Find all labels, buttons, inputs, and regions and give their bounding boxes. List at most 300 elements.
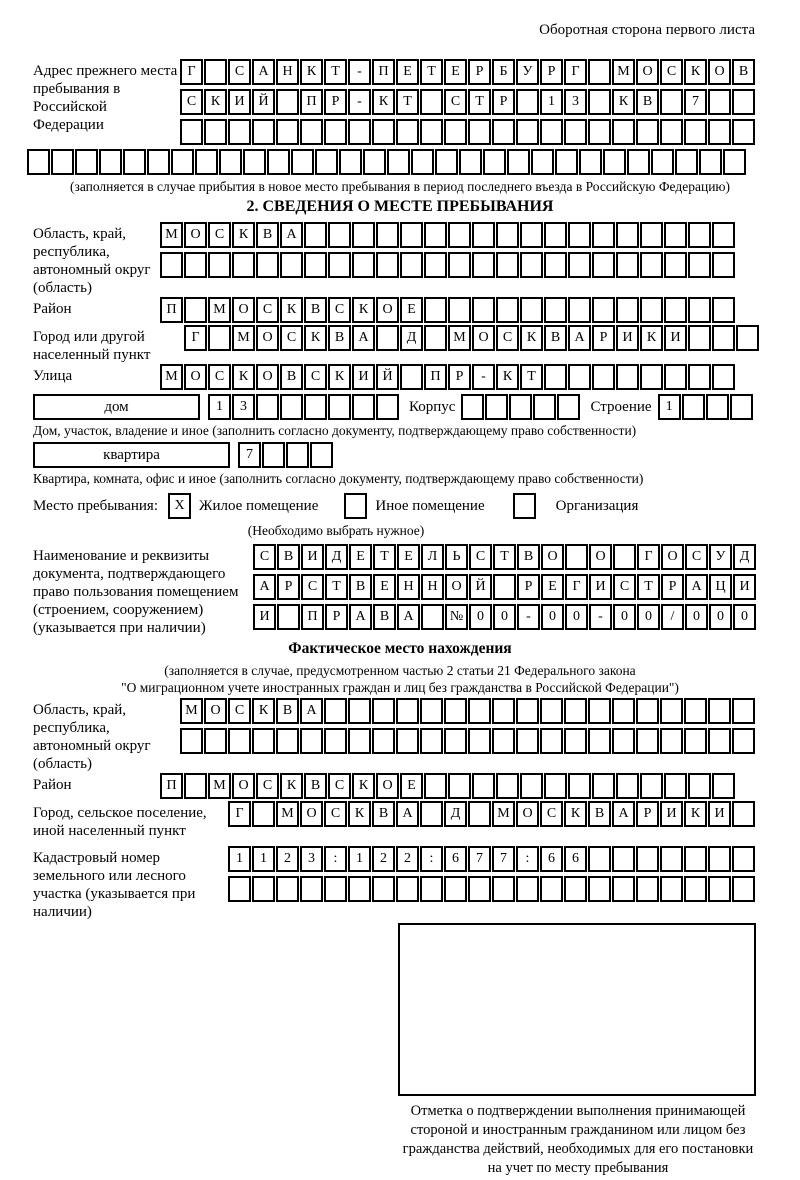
char-cell[interactable]: К <box>300 59 323 85</box>
char-cell[interactable]: - <box>472 364 495 390</box>
char-cell[interactable] <box>612 728 635 754</box>
char-cell[interactable] <box>736 325 759 351</box>
char-cell[interactable] <box>204 119 227 145</box>
char-cell[interactable] <box>468 698 491 724</box>
char-cell[interactable]: 1 <box>348 846 371 872</box>
char-cell[interactable] <box>732 89 755 115</box>
char-cell[interactable]: В <box>304 297 327 323</box>
char-cell[interactable] <box>424 222 447 248</box>
char-cell[interactable] <box>592 222 615 248</box>
char-cell[interactable]: К <box>684 59 707 85</box>
char-cell[interactable] <box>616 773 639 799</box>
char-cell[interactable]: 3 <box>300 846 323 872</box>
char-cell[interactable]: В <box>588 801 611 827</box>
char-cell[interactable]: О <box>541 544 564 570</box>
char-cell[interactable]: А <box>352 325 375 351</box>
char-cell[interactable]: 7 <box>468 846 491 872</box>
char-cell[interactable]: С <box>208 364 231 390</box>
char-cell[interactable]: С <box>301 574 324 600</box>
char-cell[interactable]: С <box>324 801 347 827</box>
char-cell[interactable] <box>708 846 731 872</box>
char-cell[interactable] <box>180 728 203 754</box>
char-cell[interactable]: Е <box>400 773 423 799</box>
char-cell[interactable] <box>420 801 443 827</box>
char-cell[interactable] <box>651 149 674 175</box>
char-cell[interactable] <box>712 325 735 351</box>
char-cell[interactable] <box>531 149 554 175</box>
char-cell[interactable] <box>557 394 580 420</box>
char-cell[interactable]: / <box>661 604 684 630</box>
char-cell[interactable] <box>496 252 519 278</box>
char-cell[interactable] <box>123 149 146 175</box>
char-cell[interactable] <box>184 773 207 799</box>
char-cell[interactable]: Й <box>469 574 492 600</box>
char-cell[interactable]: С <box>328 773 351 799</box>
char-cell[interactable]: 0 <box>637 604 660 630</box>
char-cell[interactable]: Е <box>400 297 423 323</box>
char-cell[interactable]: П <box>160 773 183 799</box>
char-cell[interactable]: М <box>208 297 231 323</box>
char-cell[interactable] <box>496 297 519 323</box>
char-cell[interactable]: К <box>372 89 395 115</box>
char-cell[interactable] <box>444 728 467 754</box>
char-cell[interactable]: С <box>228 698 251 724</box>
char-cell[interactable] <box>27 149 50 175</box>
char-cell[interactable]: Т <box>373 544 396 570</box>
char-cell[interactable]: М <box>160 364 183 390</box>
char-cell[interactable] <box>424 773 447 799</box>
char-cell[interactable]: О <box>300 801 323 827</box>
char-cell[interactable] <box>684 698 707 724</box>
char-cell[interactable] <box>51 149 74 175</box>
char-cell[interactable]: 3 <box>232 394 255 420</box>
char-cell[interactable]: С <box>444 89 467 115</box>
char-cell[interactable] <box>540 119 563 145</box>
char-cell[interactable]: И <box>733 574 756 600</box>
checkbox-other-premises[interactable] <box>344 493 367 519</box>
char-cell[interactable] <box>544 297 567 323</box>
char-cell[interactable]: М <box>612 59 635 85</box>
char-cell[interactable]: А <box>397 604 420 630</box>
char-cell[interactable] <box>732 728 755 754</box>
char-cell[interactable]: И <box>253 604 276 630</box>
char-cell[interactable] <box>424 325 447 351</box>
char-cell[interactable]: С <box>208 222 231 248</box>
char-cell[interactable] <box>544 773 567 799</box>
char-cell[interactable]: В <box>277 544 300 570</box>
char-cell[interactable] <box>387 149 410 175</box>
char-cell[interactable]: М <box>160 222 183 248</box>
char-cell[interactable]: К <box>496 364 519 390</box>
stamp-area[interactable] <box>398 923 756 1096</box>
char-cell[interactable]: П <box>301 604 324 630</box>
char-cell[interactable] <box>252 876 275 902</box>
char-cell[interactable] <box>612 119 635 145</box>
char-cell[interactable] <box>262 442 285 468</box>
char-cell[interactable]: 7 <box>238 442 261 468</box>
char-cell[interactable] <box>730 394 753 420</box>
char-cell[interactable]: И <box>301 544 324 570</box>
char-cell[interactable] <box>540 698 563 724</box>
char-cell[interactable] <box>640 222 663 248</box>
char-cell[interactable] <box>616 222 639 248</box>
char-cell[interactable]: И <box>664 325 687 351</box>
char-cell[interactable] <box>636 846 659 872</box>
char-cell[interactable]: Е <box>397 544 420 570</box>
char-cell[interactable]: О <box>661 544 684 570</box>
char-cell[interactable]: Г <box>228 801 251 827</box>
char-cell[interactable] <box>276 119 299 145</box>
char-cell[interactable]: С <box>685 544 708 570</box>
char-cell[interactable] <box>627 149 650 175</box>
char-cell[interactable]: С <box>496 325 519 351</box>
char-cell[interactable] <box>664 364 687 390</box>
char-cell[interactable] <box>712 364 735 390</box>
char-cell[interactable]: 1 <box>540 89 563 115</box>
char-cell[interactable] <box>592 252 615 278</box>
char-cell[interactable]: Г <box>637 544 660 570</box>
char-cell[interactable] <box>660 728 683 754</box>
char-cell[interactable] <box>699 149 722 175</box>
char-cell[interactable]: 2 <box>396 846 419 872</box>
char-cell[interactable] <box>324 119 347 145</box>
char-cell[interactable] <box>616 297 639 323</box>
char-cell[interactable] <box>636 698 659 724</box>
char-cell[interactable] <box>640 773 663 799</box>
char-cell[interactable] <box>592 364 615 390</box>
char-cell[interactable] <box>492 119 515 145</box>
char-cell[interactable] <box>348 698 371 724</box>
char-cell[interactable]: 1 <box>228 846 251 872</box>
char-cell[interactable]: К <box>352 773 375 799</box>
char-cell[interactable] <box>348 119 371 145</box>
char-cell[interactable] <box>544 252 567 278</box>
char-cell[interactable]: 0 <box>733 604 756 630</box>
char-cell[interactable]: Р <box>448 364 471 390</box>
char-cell[interactable] <box>208 252 231 278</box>
char-cell[interactable]: Р <box>661 574 684 600</box>
char-cell[interactable] <box>640 252 663 278</box>
char-cell[interactable] <box>276 876 299 902</box>
char-cell[interactable] <box>315 149 338 175</box>
char-cell[interactable] <box>564 728 587 754</box>
char-cell[interactable]: О <box>376 773 399 799</box>
char-cell[interactable]: В <box>636 89 659 115</box>
char-cell[interactable]: : <box>420 846 443 872</box>
char-cell[interactable] <box>459 149 482 175</box>
char-cell[interactable] <box>568 252 591 278</box>
char-cell[interactable]: С <box>256 773 279 799</box>
char-cell[interactable] <box>286 442 309 468</box>
char-cell[interactable] <box>195 149 218 175</box>
char-cell[interactable]: К <box>684 801 707 827</box>
char-cell[interactable] <box>339 149 362 175</box>
char-cell[interactable] <box>664 773 687 799</box>
char-cell[interactable] <box>708 89 731 115</box>
char-cell[interactable] <box>706 394 729 420</box>
char-cell[interactable] <box>444 876 467 902</box>
char-cell[interactable] <box>376 222 399 248</box>
char-cell[interactable]: - <box>589 604 612 630</box>
char-cell[interactable]: Т <box>493 544 516 570</box>
char-cell[interactable] <box>684 846 707 872</box>
char-cell[interactable] <box>310 442 333 468</box>
char-cell[interactable] <box>516 119 539 145</box>
char-cell[interactable]: И <box>589 574 612 600</box>
char-cell[interactable] <box>588 846 611 872</box>
char-cell[interactable] <box>472 252 495 278</box>
char-cell[interactable]: О <box>636 59 659 85</box>
char-cell[interactable]: О <box>589 544 612 570</box>
char-cell[interactable] <box>684 119 707 145</box>
char-cell[interactable]: О <box>184 222 207 248</box>
char-cell[interactable]: 6 <box>540 846 563 872</box>
char-cell[interactable] <box>300 876 323 902</box>
char-cell[interactable] <box>348 876 371 902</box>
char-cell[interactable] <box>328 222 351 248</box>
char-cell[interactable] <box>396 698 419 724</box>
char-cell[interactable] <box>603 149 626 175</box>
char-cell[interactable]: И <box>660 801 683 827</box>
char-cell[interactable]: М <box>208 773 231 799</box>
char-cell[interactable]: У <box>516 59 539 85</box>
char-cell[interactable] <box>485 394 508 420</box>
char-cell[interactable]: : <box>324 846 347 872</box>
char-cell[interactable] <box>204 59 227 85</box>
char-cell[interactable]: В <box>373 604 396 630</box>
char-cell[interactable]: Е <box>396 59 419 85</box>
char-cell[interactable] <box>420 89 443 115</box>
char-cell[interactable]: 7 <box>492 846 515 872</box>
char-cell[interactable]: С <box>253 544 276 570</box>
char-cell[interactable]: К <box>348 801 371 827</box>
char-cell[interactable]: М <box>448 325 471 351</box>
char-cell[interactable] <box>208 325 231 351</box>
char-cell[interactable] <box>516 728 539 754</box>
char-cell[interactable] <box>304 252 327 278</box>
char-cell[interactable]: Н <box>276 59 299 85</box>
char-cell[interactable] <box>352 222 375 248</box>
char-cell[interactable] <box>712 252 735 278</box>
char-cell[interactable] <box>684 876 707 902</box>
char-cell[interactable] <box>612 876 635 902</box>
char-cell[interactable] <box>588 59 611 85</box>
char-cell[interactable]: Г <box>184 325 207 351</box>
char-cell[interactable]: Р <box>325 604 348 630</box>
char-cell[interactable] <box>324 876 347 902</box>
char-cell[interactable] <box>708 119 731 145</box>
char-cell[interactable]: О <box>256 325 279 351</box>
char-cell[interactable]: А <box>685 574 708 600</box>
char-cell[interactable] <box>564 119 587 145</box>
char-cell[interactable]: С <box>613 574 636 600</box>
char-cell[interactable] <box>588 876 611 902</box>
char-cell[interactable] <box>376 394 399 420</box>
char-cell[interactable]: 1 <box>658 394 681 420</box>
char-cell[interactable] <box>372 728 395 754</box>
char-cell[interactable]: Е <box>373 574 396 600</box>
char-cell[interactable] <box>660 119 683 145</box>
char-cell[interactable] <box>712 773 735 799</box>
char-cell[interactable]: 7 <box>684 89 707 115</box>
char-cell[interactable] <box>664 252 687 278</box>
char-cell[interactable] <box>568 297 591 323</box>
char-cell[interactable] <box>636 876 659 902</box>
char-cell[interactable]: А <box>252 59 275 85</box>
char-cell[interactable] <box>664 297 687 323</box>
char-cell[interactable] <box>636 119 659 145</box>
char-cell[interactable]: К <box>520 325 543 351</box>
char-cell[interactable]: К <box>564 801 587 827</box>
char-cell[interactable] <box>376 252 399 278</box>
char-cell[interactable]: О <box>184 364 207 390</box>
char-cell[interactable]: С <box>328 297 351 323</box>
char-cell[interactable] <box>708 698 731 724</box>
char-cell[interactable] <box>324 698 347 724</box>
char-cell[interactable] <box>732 846 755 872</box>
char-cell[interactable] <box>348 728 371 754</box>
char-cell[interactable]: 1 <box>252 846 275 872</box>
char-cell[interactable]: 6 <box>444 846 467 872</box>
char-cell[interactable]: Б <box>492 59 515 85</box>
char-cell[interactable]: 0 <box>565 604 588 630</box>
char-cell[interactable]: К <box>352 297 375 323</box>
char-cell[interactable] <box>565 544 588 570</box>
char-cell[interactable] <box>732 698 755 724</box>
char-cell[interactable]: : <box>516 846 539 872</box>
char-cell[interactable]: - <box>348 89 371 115</box>
char-cell[interactable]: Ь <box>445 544 468 570</box>
char-cell[interactable] <box>396 728 419 754</box>
char-cell[interactable] <box>396 876 419 902</box>
char-cell[interactable]: Н <box>397 574 420 600</box>
char-cell[interactable]: С <box>540 801 563 827</box>
char-cell[interactable] <box>660 698 683 724</box>
char-cell[interactable] <box>688 325 711 351</box>
char-cell[interactable] <box>291 149 314 175</box>
char-cell[interactable] <box>732 119 755 145</box>
char-cell[interactable] <box>232 252 255 278</box>
char-cell[interactable] <box>544 222 567 248</box>
char-cell[interactable] <box>688 364 711 390</box>
char-cell[interactable] <box>267 149 290 175</box>
char-cell[interactable] <box>256 252 279 278</box>
char-cell[interactable] <box>688 222 711 248</box>
char-cell[interactable] <box>564 876 587 902</box>
char-cell[interactable] <box>544 364 567 390</box>
char-cell[interactable] <box>420 119 443 145</box>
char-cell[interactable]: К <box>280 773 303 799</box>
char-cell[interactable] <box>507 149 530 175</box>
char-cell[interactable] <box>568 222 591 248</box>
apartment-box[interactable]: квартира <box>33 442 230 468</box>
char-cell[interactable] <box>613 544 636 570</box>
char-cell[interactable] <box>660 876 683 902</box>
char-cell[interactable] <box>520 773 543 799</box>
char-cell[interactable]: Л <box>421 544 444 570</box>
char-cell[interactable]: Е <box>541 574 564 600</box>
char-cell[interactable] <box>448 297 471 323</box>
char-cell[interactable]: В <box>544 325 567 351</box>
char-cell[interactable] <box>688 773 711 799</box>
char-cell[interactable] <box>396 119 419 145</box>
char-cell[interactable]: И <box>228 89 251 115</box>
char-cell[interactable] <box>675 149 698 175</box>
char-cell[interactable] <box>461 394 484 420</box>
char-cell[interactable]: Е <box>444 59 467 85</box>
char-cell[interactable] <box>660 846 683 872</box>
char-cell[interactable] <box>420 698 443 724</box>
char-cell[interactable] <box>204 728 227 754</box>
char-cell[interactable] <box>420 876 443 902</box>
char-cell[interactable]: О <box>376 297 399 323</box>
char-cell[interactable] <box>712 297 735 323</box>
char-cell[interactable] <box>660 89 683 115</box>
char-cell[interactable] <box>228 119 251 145</box>
char-cell[interactable] <box>588 89 611 115</box>
char-cell[interactable]: К <box>328 364 351 390</box>
char-cell[interactable]: С <box>256 297 279 323</box>
char-cell[interactable] <box>468 119 491 145</box>
char-cell[interactable]: Г <box>564 59 587 85</box>
char-cell[interactable] <box>509 394 532 420</box>
char-cell[interactable] <box>252 801 275 827</box>
char-cell[interactable] <box>516 876 539 902</box>
char-cell[interactable] <box>520 297 543 323</box>
char-cell[interactable] <box>372 119 395 145</box>
char-cell[interactable]: - <box>517 604 540 630</box>
char-cell[interactable]: Т <box>420 59 443 85</box>
char-cell[interactable] <box>400 364 423 390</box>
char-cell[interactable]: Р <box>592 325 615 351</box>
char-cell[interactable]: Р <box>540 59 563 85</box>
char-cell[interactable] <box>328 394 351 420</box>
char-cell[interactable] <box>520 252 543 278</box>
char-cell[interactable] <box>616 252 639 278</box>
char-cell[interactable] <box>688 297 711 323</box>
char-cell[interactable] <box>252 119 275 145</box>
char-cell[interactable] <box>496 222 519 248</box>
char-cell[interactable] <box>592 773 615 799</box>
char-cell[interactable]: О <box>516 801 539 827</box>
char-cell[interactable] <box>472 773 495 799</box>
char-cell[interactable] <box>400 222 423 248</box>
char-cell[interactable]: К <box>252 698 275 724</box>
char-cell[interactable] <box>448 773 471 799</box>
char-cell[interactable]: Д <box>733 544 756 570</box>
char-cell[interactable]: К <box>204 89 227 115</box>
char-cell[interactable]: М <box>492 801 515 827</box>
char-cell[interactable]: П <box>424 364 447 390</box>
char-cell[interactable]: П <box>372 59 395 85</box>
char-cell[interactable]: С <box>280 325 303 351</box>
char-cell[interactable] <box>184 297 207 323</box>
char-cell[interactable]: В <box>349 574 372 600</box>
char-cell[interactable]: И <box>616 325 639 351</box>
char-cell[interactable]: М <box>232 325 255 351</box>
char-cell[interactable] <box>304 394 327 420</box>
char-cell[interactable]: Е <box>349 544 372 570</box>
char-cell[interactable]: 6 <box>564 846 587 872</box>
char-cell[interactable] <box>708 728 731 754</box>
char-cell[interactable] <box>328 252 351 278</box>
char-cell[interactable] <box>276 728 299 754</box>
char-cell[interactable] <box>496 773 519 799</box>
char-cell[interactable]: Т <box>396 89 419 115</box>
char-cell[interactable]: К <box>612 89 635 115</box>
char-cell[interactable] <box>612 698 635 724</box>
char-cell[interactable]: 0 <box>541 604 564 630</box>
